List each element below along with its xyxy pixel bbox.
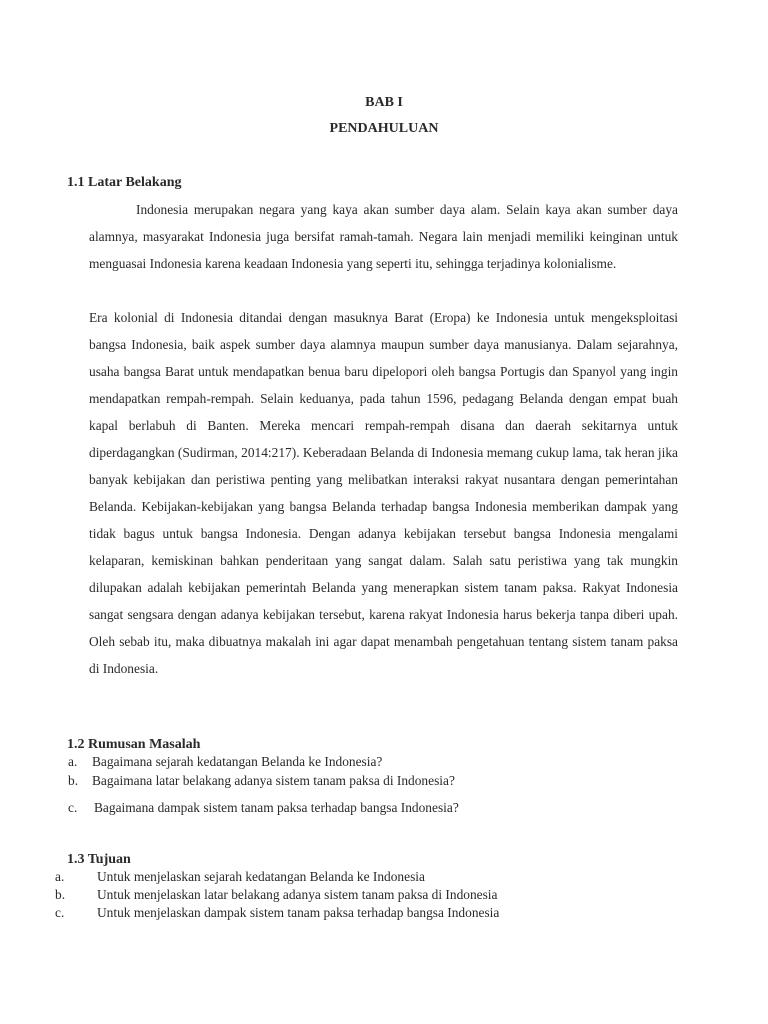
chapter-number: BAB I [365, 95, 403, 110]
section-heading-tujuan: 1.3 Tujuan [67, 852, 131, 867]
list-marker: a. [68, 754, 78, 769]
list-marker: b. [68, 773, 79, 788]
list-item-text: Untuk menjelaskan sejarah kedatangan Belanda ke Indonesia [97, 869, 425, 884]
list-item [55, 905, 695, 923]
list-item-text: Bagaimana latar belakang adanya sistem tanam paksa di Indonesia? [92, 773, 455, 788]
section-heading-rumusan-masalah: 1.2 Rumusan Masalah [67, 737, 201, 752]
list-item [55, 887, 695, 905]
list-marker: b. [55, 887, 66, 902]
list-marker: a. [55, 869, 65, 884]
rumusan-masalah-list [68, 754, 688, 815]
list-marker: c. [55, 905, 65, 920]
list-item [68, 754, 688, 772]
tujuan-list [55, 869, 695, 923]
list-item [68, 773, 688, 791]
list-item-text: Untuk menjelaskan latar belakang adanya sistem tanam paksa di Indonesia [97, 887, 498, 902]
paragraph-2: Era kolonial di Indonesia ditandai dengan masuknya Barat (Eropa) ke Indonesia untuk mengeksploitasi bangsa Indonesia, baik aspek sumber daya alamnya maupun sumber daya manusianya. Dalam sejarahnya, usaha bangsa Barat untuk mendapatkan benua baru dipelopori oleh bangsa Portugis dan Spanyol yang ingin mendapatkan rempah-rempah. Selain keduanya, pada tahun 1596, pedagang Belanda dengan empat buah kapal berlabuh di Banten. Mereka mencari rempah-rempah disana dan daerah sekitarnya untuk diperdagangkan (Sudirman, 2014:217). Keberadaan Belanda di Indonesia memang cukup lama, tak heran jika banyak kebijakan dan peristiwa penting yang melibatkan interaksi rakyat nusantara dengan pemerintahan Belanda. Kebijakan-kebijakan yang bangsa Belanda terhadap bangsa Indonesia memberikan dampak yang tidak bagus untuk bangsa Indonesia. Dengan adanya kebijakan tersebut bangsa Indonesia mengalami kelaparan, kemiskinan bahkan penderitaan yang sangat dalam. Salah satu peristiwa yang tak mungkin dilupakan adalah kebijakan pemerintah Belanda yang menerapkan sistem tanam paksa. Rakyat Indonesia sangat sengsara dengan adanya kebijakan tersebut, karena rakyat Indonesia harus bekerja tanpa diberi upah. Oleh sebab itu, maka dibuatnya makalah ini agar dapat menambah pengetahuan tentang sistem tanam paksa di Indonesia. [89, 310, 678, 676]
chapter-title: PENDAHULUAN [329, 121, 439, 136]
section-heading-latar-belakang: 1.1 Latar Belakang [67, 175, 182, 190]
list-item-text: Untuk menjelaskan dampak sistem tanam paksa terhadap bangsa Indonesia [97, 905, 500, 920]
list-marker: c. [68, 800, 78, 815]
list-item [55, 869, 695, 887]
list-item-text: Bagaimana sejarah kedatangan Belanda ke Indonesia? [92, 754, 383, 769]
list-item [68, 800, 688, 818]
list-item-text: Bagaimana dampak sistem tanam paksa terhadap bangsa Indonesia? [94, 800, 459, 815]
paragraph-1: Indonesia merupakan negara yang kaya akan sumber daya alam. Selain kaya akan sumber daya alamnya, masyarakat Indonesia juga bersifat ramah-tamah. Negara lain menjadi memiliki keinginan untuk menguasai Indonesia karena keadaan Indonesia yang seperti itu, sehingga terjadinya kolonialisme. [89, 202, 678, 271]
